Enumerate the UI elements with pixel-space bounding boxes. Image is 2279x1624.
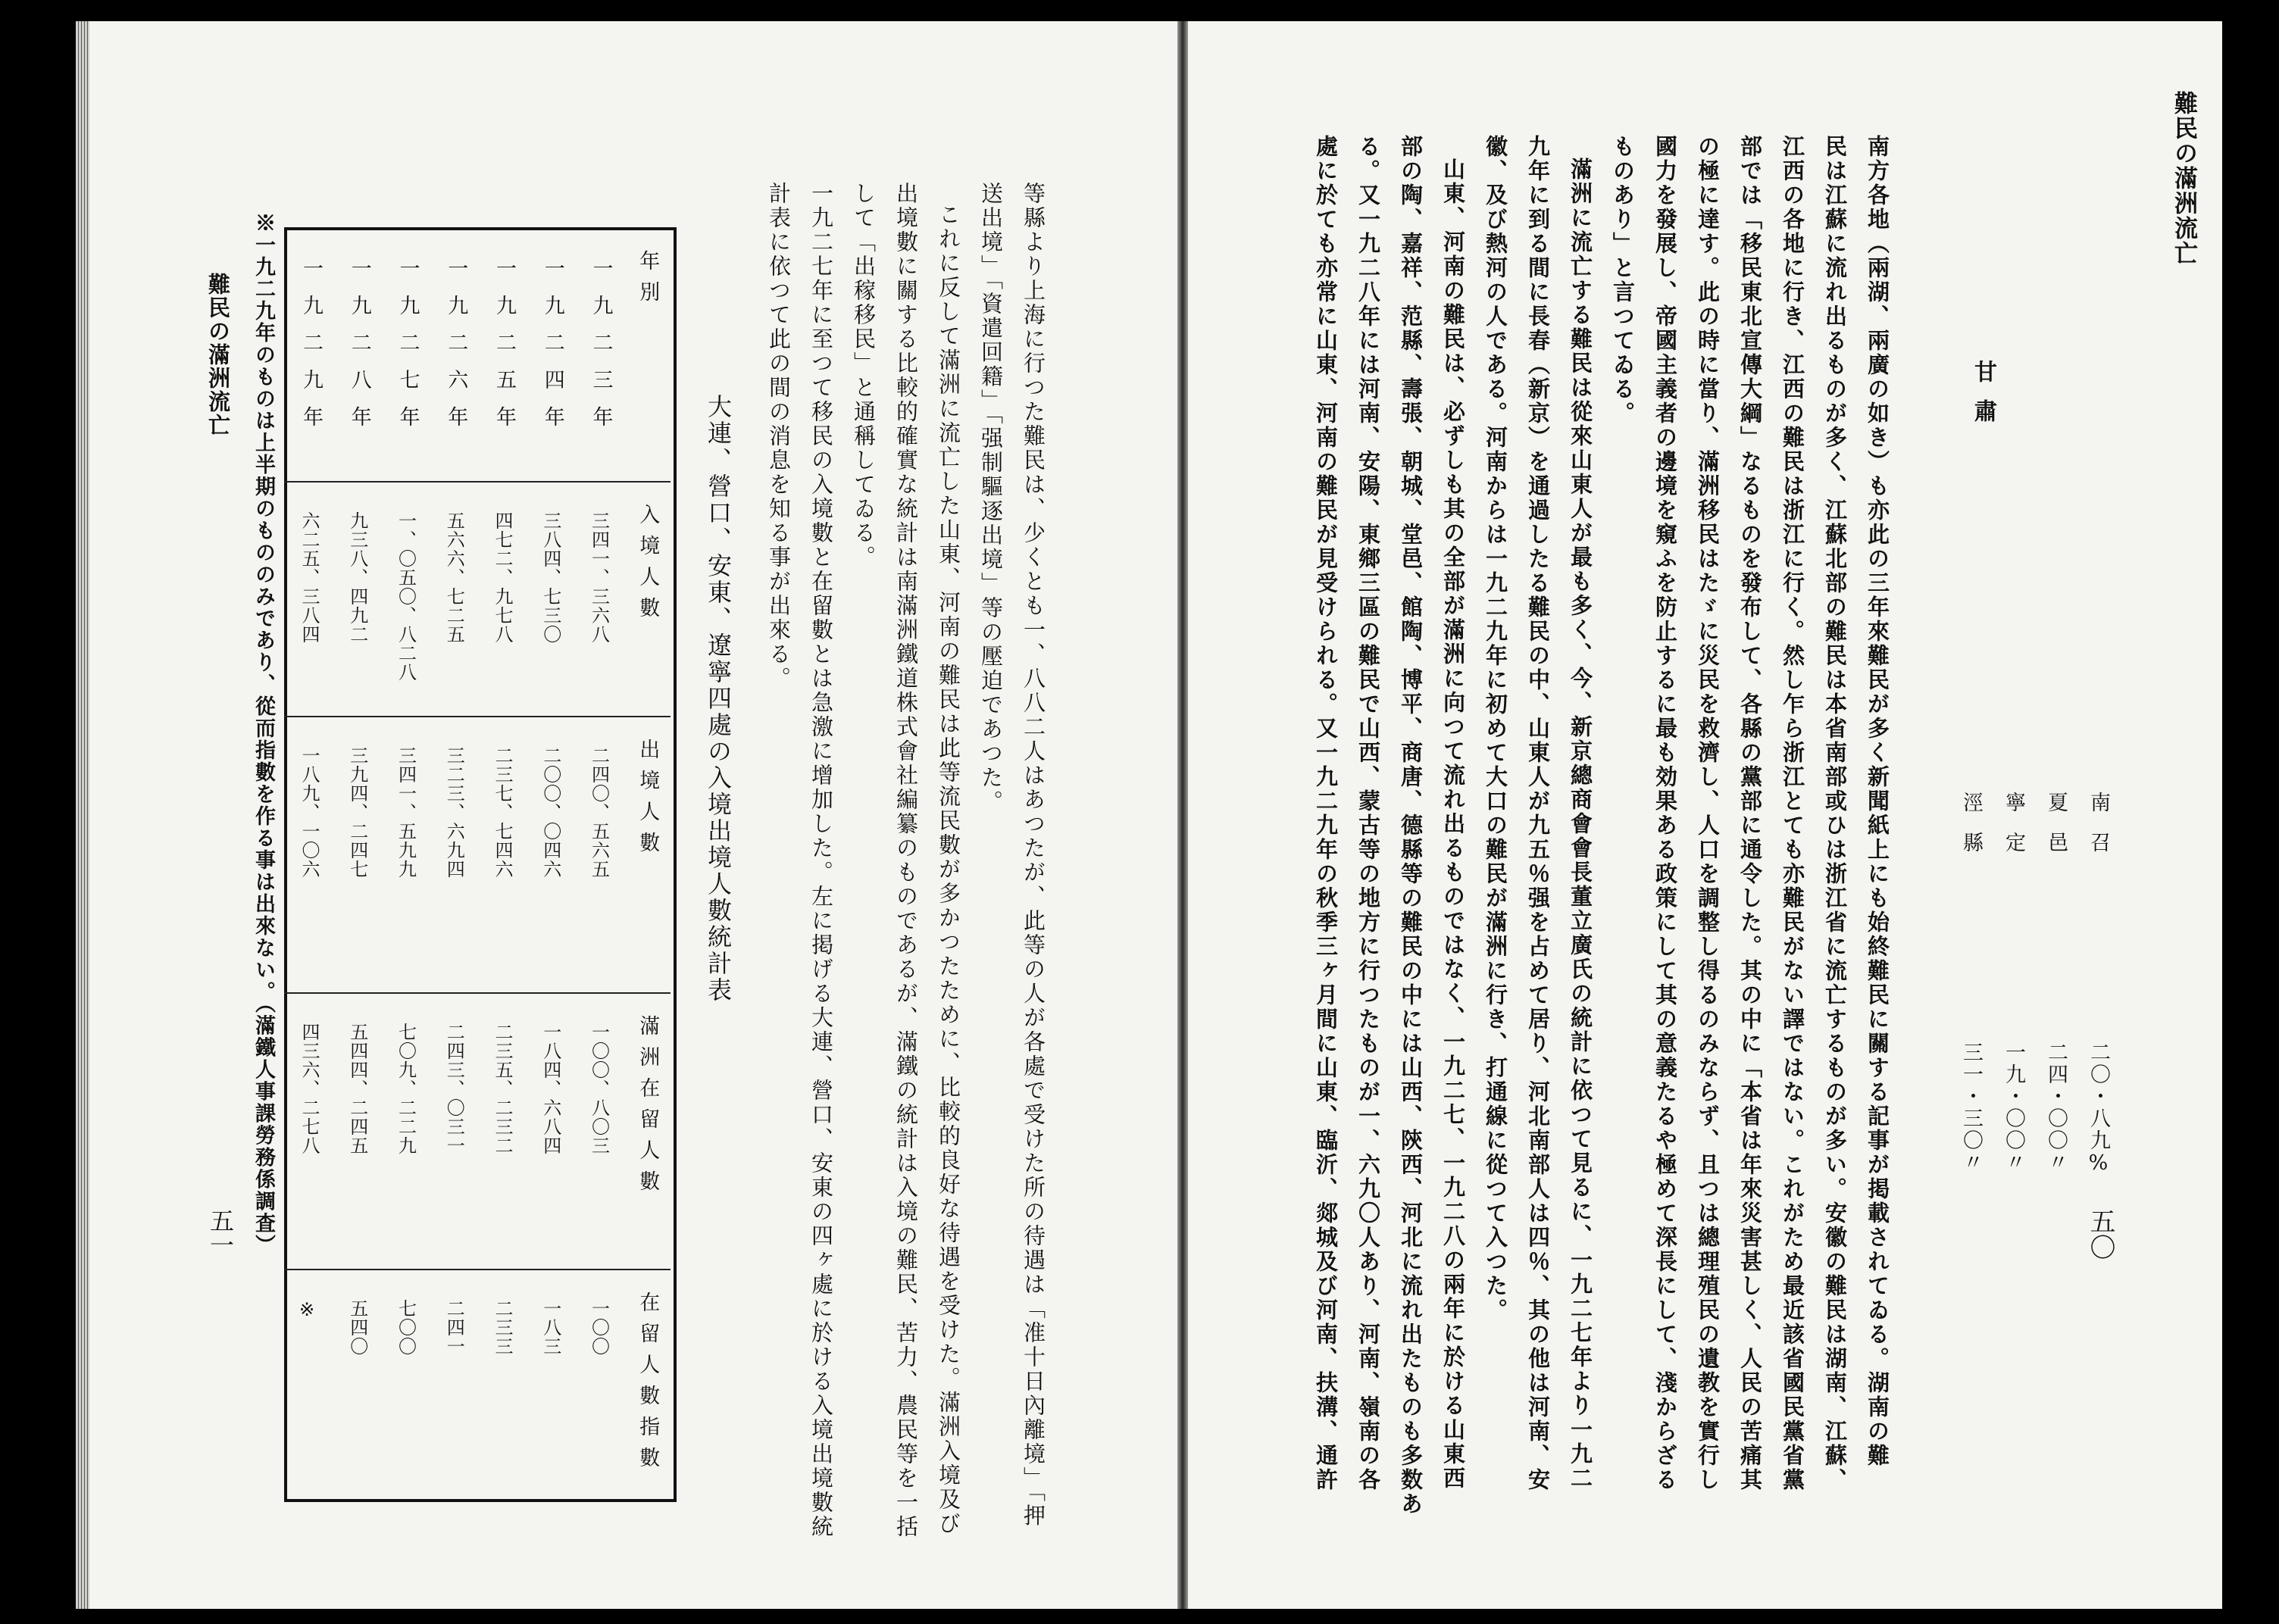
table-cell-stay: 七〇九、二二九: [395, 1023, 417, 1155]
table-cell-year: 一九二七年: [395, 258, 420, 443]
table-cell-in: 三八四、七三〇: [539, 511, 561, 644]
footnote: ※一九二九年のものは上半期のもののみであり、從而指數を作る事は出來ない。（滿鐵人事課勞務係調査）: [252, 212, 275, 1257]
text-column: 送出境」「資遣回籍」「强制驅逐出境」等の壓迫であつた。: [978, 182, 1004, 814]
list-heading: 甘肅: [1970, 360, 1996, 439]
table-cell-year: 一九二四年: [540, 258, 564, 443]
text-column: 南方各地（兩湖、兩廣の如き）も亦此の三年來難民が多く新聞紙上にも始終難民に關する記事が掲載されてゐる。湖南の難: [1865, 135, 1890, 1468]
table-cell-in: 六二五、三八四: [299, 511, 320, 644]
text-column: 部の陶、嘉祥、范縣、壽張、朝城、堂邑、館陶、博平、商唐、德縣等の難民の中には山西、陝西、河北に流れ出たものも多数あ: [1398, 135, 1424, 1516]
text-column: 國力を發展し、帝國主義者の邊境を窺ふを防止するに最も効果ある政策にして其の意義たるや極めて深長にして、淺からざる: [1652, 135, 1678, 1492]
text-column: 九年に到る間に長春（新京）を通過したる難民の中、山東人が九五％强を占めて居り、河北南部人は四％、其の他は河南、安: [1525, 135, 1551, 1492]
table-cell-year: 一九二五年: [492, 258, 516, 443]
text-column: る。又一九二八年には河南、安陽、東鄉三區の難民で山西、蒙古等の地方に行つたものが一、六九〇人あり、河南、嶺南の各: [1355, 135, 1381, 1492]
table-title: 大連、營口、安東、遼寧四處の入境出境人數統計表: [704, 394, 733, 1004]
text-column: 計表に依つて此の間の消息を知る事が出來る。: [766, 182, 792, 691]
table-cell-in: 九三八、四九二: [346, 511, 368, 644]
table-header-cell: 出境人數: [636, 739, 660, 863]
table-cell-out: 二三七、七四六: [492, 746, 513, 879]
book-page-edges: [76, 21, 89, 1609]
table-header-cell: 入境人數: [636, 504, 660, 628]
table-cell-out: 三四一、五九九: [395, 746, 417, 879]
table-cell-in: 一、〇五〇、八二八: [395, 511, 417, 682]
text-column: して「出稼移民」と通稱してゐる。: [851, 182, 877, 570]
book-gutter: [1177, 21, 1188, 1609]
table-cell-year: 一九二三年: [589, 258, 613, 443]
table-cell-in: 五六六、七二五: [443, 511, 465, 644]
table-header-cell: 年別: [636, 250, 660, 312]
table-cell-out: 二四〇、五六五: [588, 746, 610, 879]
statistics-table: [284, 227, 677, 1502]
table-cell-stay: 一〇〇、八〇三: [588, 1023, 610, 1155]
page-number-left: 五一: [206, 1208, 235, 1257]
table-cell-stay: 一八四、六八四: [539, 1023, 561, 1155]
text-column: の極に達す。此の時に當り、滿洲移民はたゞに災民を救濟し、人口を調整し得るのみならず、且つは總理殖民の遺教を實行し: [1695, 135, 1721, 1492]
table-cell-index: 二三三: [492, 1299, 513, 1356]
text-column: 部では「移民東北宣傳大綱」なるものを發布して、各縣の黨部に通令した。其の中に「本省は年來災害甚しく、人民の苦痛其: [1737, 135, 1763, 1492]
table-cell-index: ※: [296, 1299, 317, 1321]
table-cell-in: 四七二、九七八: [492, 511, 513, 644]
table-cell-year: 一九二九年: [299, 258, 323, 443]
footer-title: 難民の滿洲流亡: [205, 273, 231, 437]
table-cell-out: 三九四、二四七: [346, 746, 368, 879]
table-cell-year: 一九二六年: [444, 258, 468, 443]
running-title: 難民の滿洲流亡: [2170, 91, 2197, 266]
table-cell-index: 一八三: [539, 1299, 561, 1356]
text-column: 滿洲に流亡する難民は從來山東人が最も多く、今、新京總商會會長董立廣氏の統計に依つて見るに、一九二七年より一九二: [1568, 158, 1593, 1491]
text-column: これに反して滿洲に流亡した山東、河南の難民は此等流民數が多かつたために、比較的良好な待遇を受けた。滿洲入境及び: [936, 203, 961, 1536]
table-header-cell: 滿洲在留人數: [636, 1015, 660, 1201]
table-cell-index: 二四一: [443, 1299, 465, 1356]
table-cell-index: 七〇〇: [395, 1299, 417, 1356]
table-cell-out: 一八九、一〇六: [299, 746, 320, 879]
table-cell-index: 五四〇: [346, 1299, 368, 1356]
table-cell-index: 一〇〇: [588, 1299, 610, 1356]
table-cell-stay: 五四四、二四五: [346, 1023, 368, 1155]
table-cell-in: 三四一、三六八: [588, 511, 610, 644]
text-column: 山東、河南の難民は、必ずしも其の全部が滿洲に向つて流れ出るものではなく、一九二七、一九二八の兩年に於ける山東西: [1440, 158, 1466, 1491]
text-column: 出境數に關する比較的確實な統計は南滿洲鐵道株式會社編纂のものであるが、滿鐵の統計は入境の難民、苦力、農民等を一括: [893, 182, 919, 1539]
table-cell-stay: 二三五、二三二: [492, 1023, 513, 1155]
text-column: 江西の各地に行き、江西の難民は浙江に行く。然し乍ら浙江とても亦難民がない譯ではない。これがため最近該省國民黨省黨: [1780, 135, 1805, 1492]
text-column: 等縣より上海に行つた難民は、少くとも一、八八二人はあつたが、此等の人が各處で受けた所の待遇は「准十日內離境」「押: [1021, 182, 1046, 1529]
page-number-right: 五〇: [2085, 1208, 2115, 1260]
table-cell-stay: 二四三、〇三一: [443, 1023, 465, 1155]
text-column: 徽、及び熱河の人である。河南からは一九二九年に初めて大口の難民が滿洲に行き、打通線に從つて入つた。: [1483, 135, 1508, 1323]
table-cell-year: 一九二八年: [347, 258, 371, 443]
table-cell-out: 三二三、六九四: [443, 746, 465, 879]
table-header-cell: 在留人數指數: [636, 1291, 660, 1478]
text-column: ものあり」と言つてゐる。: [1610, 135, 1636, 426]
table-cell-out: 二〇〇、〇四六: [539, 746, 561, 879]
table-cell-stay: 四三六、二七八: [299, 1023, 320, 1155]
text-column: 一九二七年に至つて移民の入境數と在留數とは急激に增加した。左に掲げる大連、營口、安東の四ヶ處に於ける入境出境數統: [808, 182, 834, 1539]
text-column: 處に於ても亦常に山東、河南の難民が見受けられる。又一九二九年の秋季三ヶ月間に山東、臨沂、郯城及び河南、扶溝、通許: [1313, 135, 1339, 1492]
text-column: 民は江蘇に流れ出るものが多く、江蘇北部の難民は本省南部或ひは浙江省に流亡するものが多い。安徽の難民は湖南、江蘇、: [1822, 135, 1848, 1492]
